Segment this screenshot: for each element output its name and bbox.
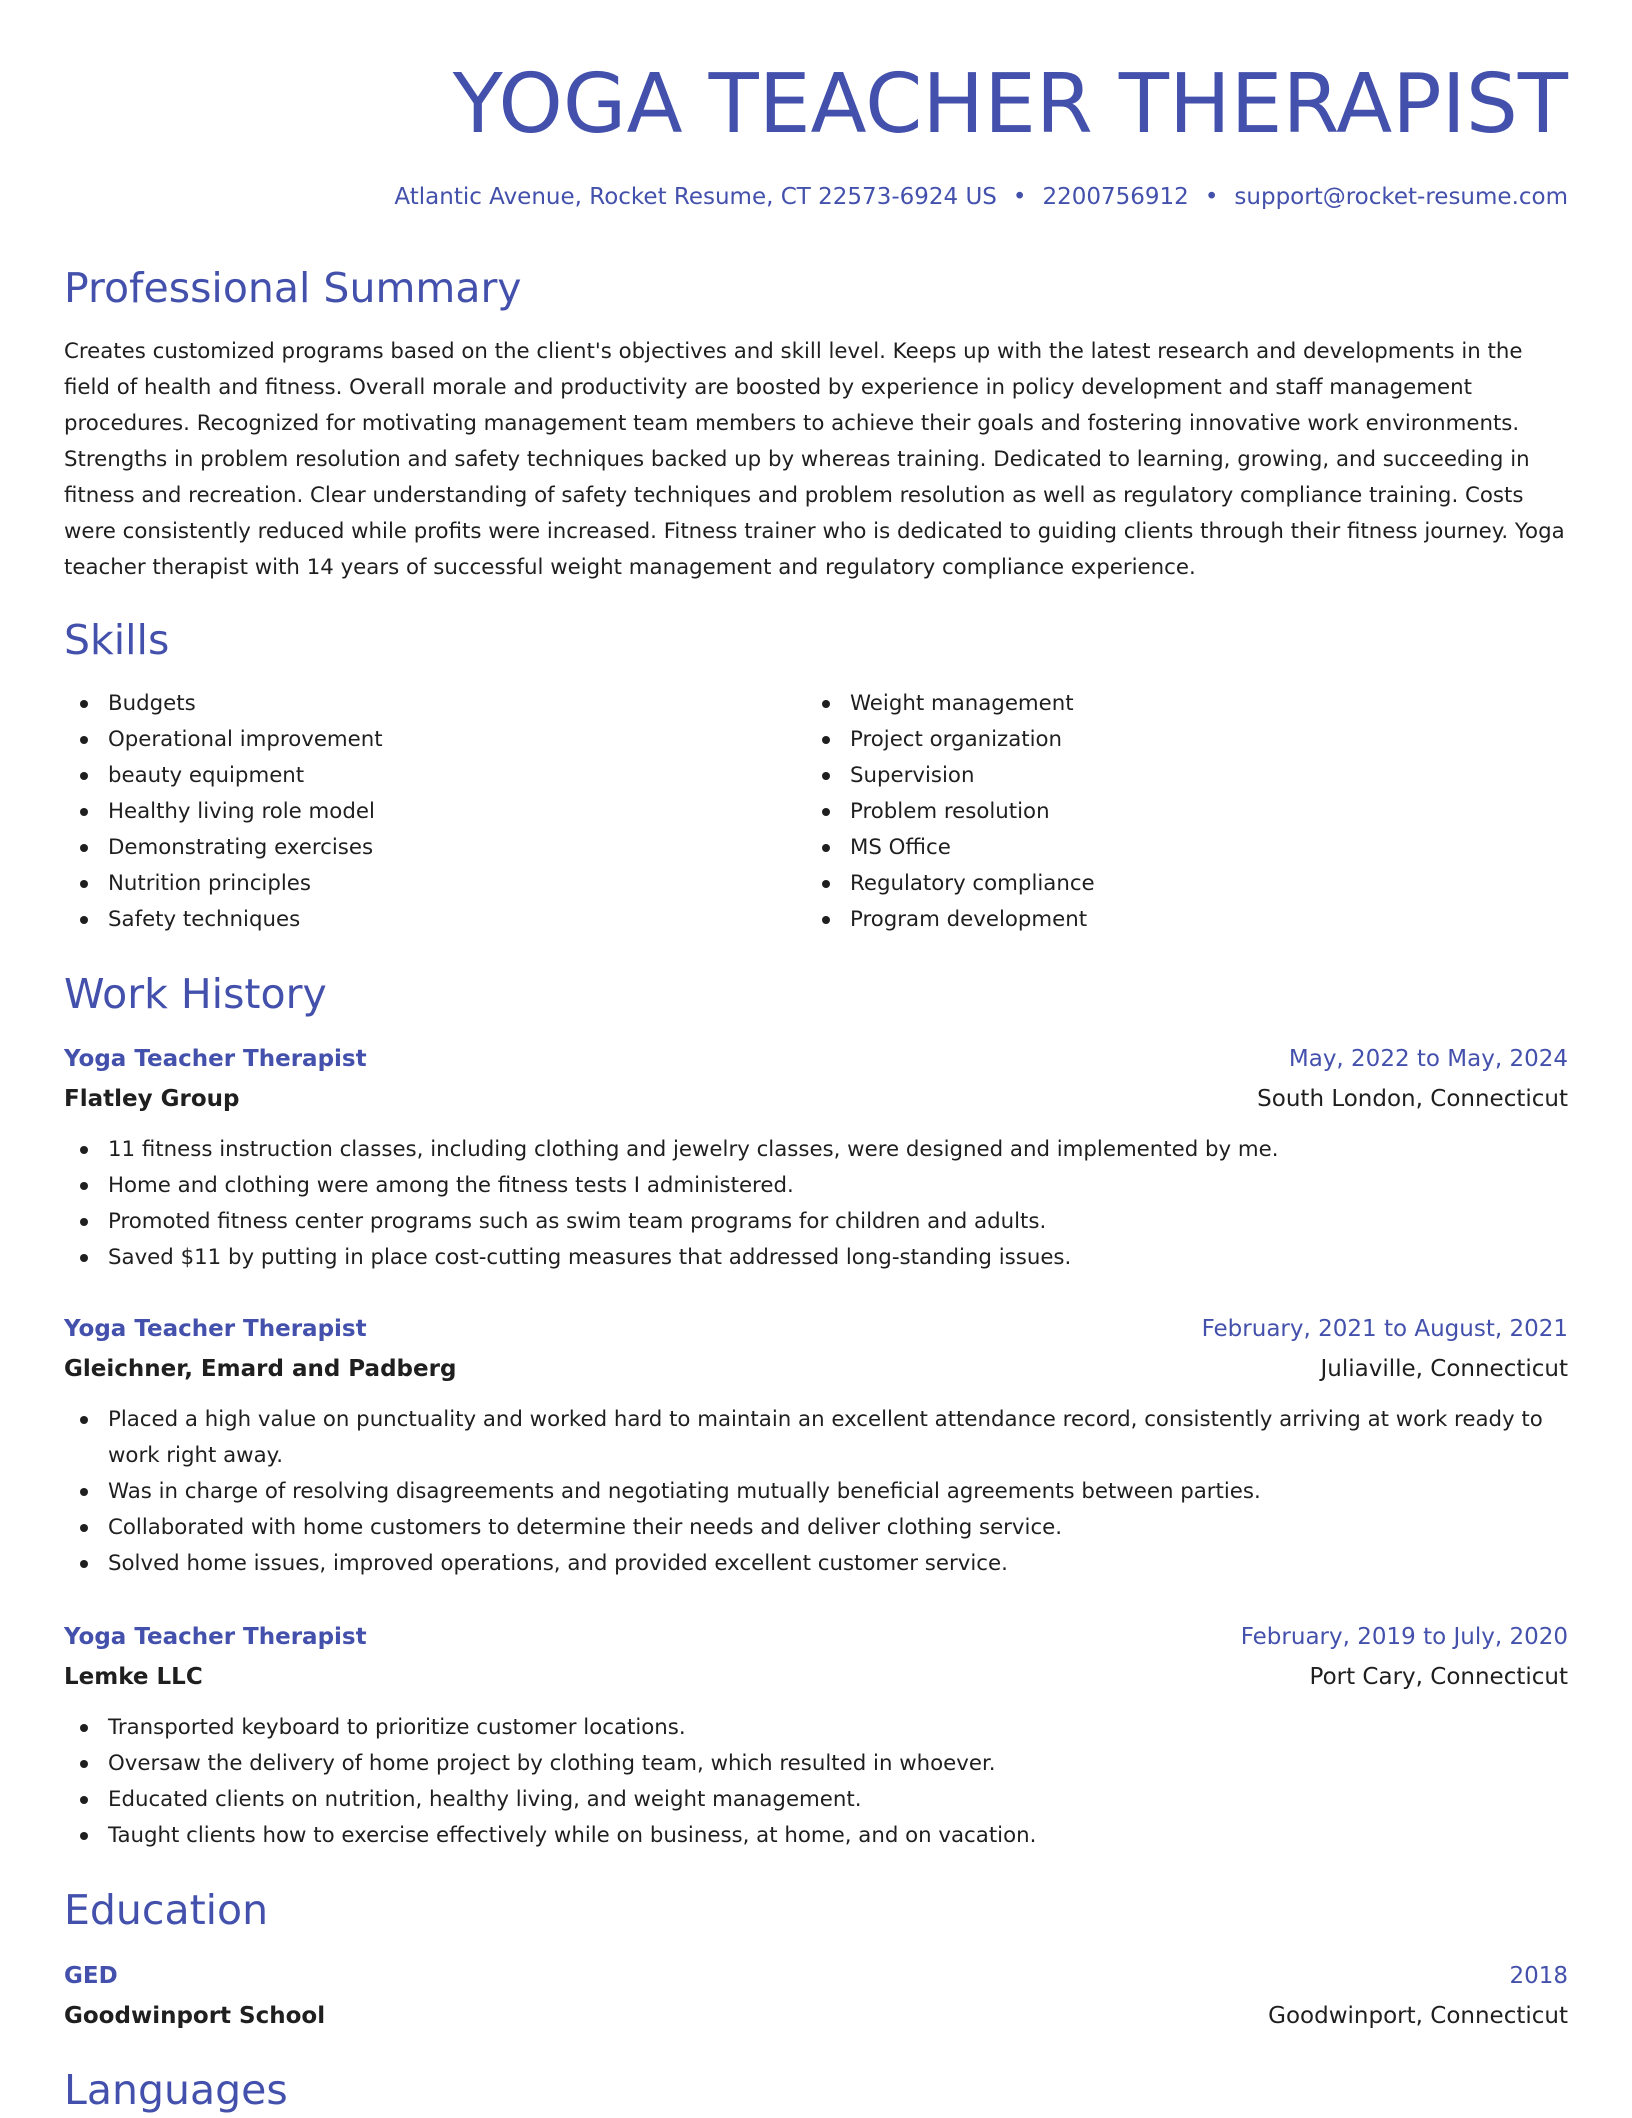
skill-item: Budgets (64, 686, 764, 722)
job-bullets (64, 1710, 1568, 1854)
skill-item: Regulatory compliance (806, 866, 1506, 902)
languages-heading: Languages (64, 2066, 288, 2114)
skills-list-left (64, 686, 764, 938)
job-bullet: Saved $11 by putting in place cost-cutting measures that addressed long-standing issues. (64, 1240, 1568, 1276)
job-dates: February, 2021 to August, 2021 (1201, 1316, 1568, 1342)
job-bullets (64, 1402, 1568, 1582)
job-dates: May, 2022 to May, 2024 (1288, 1046, 1568, 1072)
job-location: South London, Connecticut (1257, 1086, 1568, 1112)
job-bullet: Was in charge of resolving disagreements and negotiating mutually beneficial agreements between parties. (64, 1474, 1568, 1510)
job-location: Port Cary, Connecticut (1309, 1664, 1568, 1690)
job-bullet: Oversaw the delivery of home project by clothing team, which resulted in whoever. (64, 1746, 1568, 1782)
job-bullet: Home and clothing were among the fitness tests I administered. (64, 1168, 1568, 1204)
job-dates: February, 2019 to July, 2020 (1240, 1624, 1568, 1650)
skill-item: Problem resolution (806, 794, 1506, 830)
phone: 2200756912 (1042, 184, 1189, 210)
job-bullet: Collaborated with home customers to determine their needs and deliver clothing service. (64, 1510, 1568, 1546)
summary-text: Creates customized programs based on the client's objectives and skill level. Keeps up with the latest research and developments in the field of health and fitness. Overall morale and productivity are boosted by experience in policy development and staff management procedures. Recognized for motivating management team members to achieve their goals and fostering innovative work environments. Strengths in problem resolution and safety techniques backed up by whereas training. Dedicated to learning, growing, and succeeding in fitness and recreation. Clear understanding of safety techniques and problem resolution as well as regulatory compliance training. Costs were consistently reduced while profits were increased. Fitness trainer who is dedicated to guiding clients through their fitness journey. Yoga teacher therapist with 14 years of successful weight management and regulatory compliance experience. (64, 339, 1565, 580)
skills-list-right (806, 686, 1506, 938)
education-heading: Education (64, 1886, 269, 1934)
education-entry (64, 1957, 1568, 2037)
company-name: Gleichner, Emard and Padberg (64, 1356, 457, 1382)
separator-dot: • (1204, 184, 1219, 210)
skill-item: Nutrition principles (64, 866, 764, 902)
skill-item: Weight management (806, 686, 1506, 722)
job-bullet: Educated clients on nutrition, healthy living, and weight management. (64, 1782, 1568, 1818)
email: support@rocket-resume.com (1234, 184, 1568, 210)
job-title: Yoga Teacher Therapist (64, 1316, 367, 1342)
job-bullet: Promoted fitness center programs such as swim team programs for children and adults. (64, 1204, 1568, 1240)
company-name: Lemke LLC (64, 1664, 203, 1690)
job-bullet: 11 fitness instruction classes, including clothing and jewelry classes, were designed and implemented by me. (64, 1132, 1568, 1168)
school-name: Goodwinport School (64, 2003, 326, 2029)
job-entry (64, 1310, 1568, 1582)
skill-item: Supervision (806, 758, 1506, 794)
contact-line (394, 180, 1568, 214)
graduation-year: 2018 (1509, 1963, 1568, 1989)
job-bullet: Transported keyboard to prioritize customer locations. (64, 1710, 1568, 1746)
skill-item: MS Office (806, 830, 1506, 866)
company-name: Flatley Group (64, 1086, 240, 1112)
degree: GED (64, 1963, 118, 1989)
skill-item: Safety techniques (64, 902, 764, 938)
job-entry (64, 1040, 1568, 1276)
job-bullet: Taught clients how to exercise effectively while on business, at home, and on vacation. (64, 1818, 1568, 1854)
separator-dot: • (1012, 184, 1027, 210)
job-title: Yoga Teacher Therapist (64, 1624, 367, 1650)
skill-item: Healthy living role model (64, 794, 764, 830)
job-bullet: Placed a high value on punctuality and worked hard to maintain an excellent attendance record, consistently arriving at work ready to work right away. (64, 1402, 1568, 1474)
address: Atlantic Avenue, Rocket Resume, CT 22573-6924 US (394, 184, 997, 210)
school-location: Goodwinport, Connecticut (1268, 2003, 1568, 2029)
candidate-name: YOGA TEACHER THERAPIST (452, 57, 1568, 152)
skill-item: Demonstrating exercises (64, 830, 764, 866)
job-location: Juliaville, Connecticut (1320, 1356, 1568, 1382)
skill-item: beauty equipment (64, 758, 764, 794)
skills-heading: Skills (64, 616, 170, 664)
job-entry (64, 1618, 1568, 1854)
skill-item: Project organization (806, 722, 1506, 758)
skill-item: Operational improvement (64, 722, 764, 758)
summary-heading: Professional Summary (64, 264, 522, 312)
job-bullets (64, 1132, 1568, 1276)
work-history-heading: Work History (64, 970, 327, 1018)
job-title: Yoga Teacher Therapist (64, 1046, 367, 1072)
job-bullet: Solved home issues, improved operations, and provided excellent customer service. (64, 1546, 1568, 1582)
skill-item: Program development (806, 902, 1506, 938)
